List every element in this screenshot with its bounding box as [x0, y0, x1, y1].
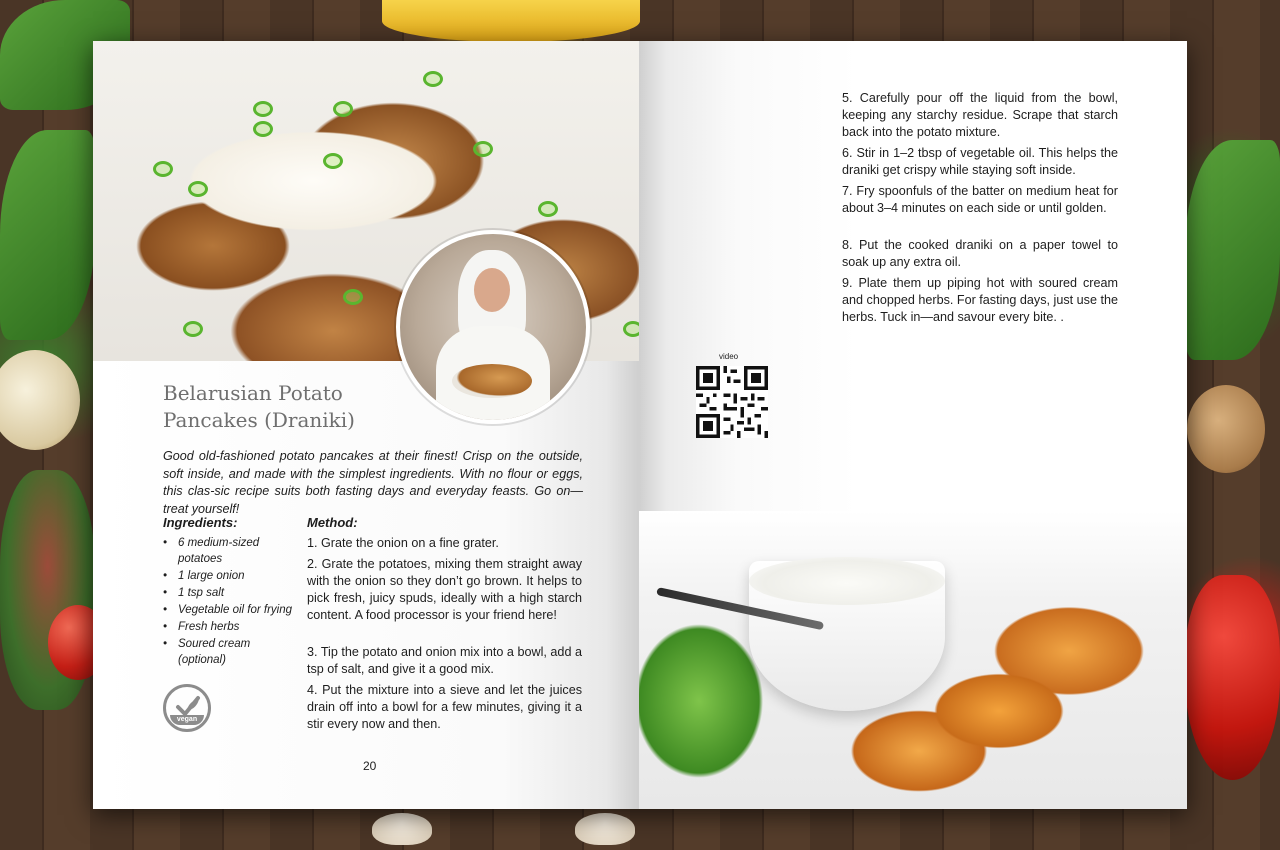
recipe-intro: Good old-fashioned potato pancakes at their finest! Crisp on the outside, soft inside, and made with the simplest ingredients. With no flour or eggs, this clas-sic recipe suits both fasting days and everyday feasts. Go on—treat yourself!	[163, 449, 583, 516]
basil-leaves-image	[0, 130, 95, 340]
mushroom-image	[372, 813, 432, 845]
method-heading: Method:	[307, 515, 358, 530]
recipe-title	[163, 380, 423, 434]
ingredient-item: • Soured cream (optional)	[163, 636, 295, 668]
recipe-title-line2: Pancakes (Draniki)	[163, 408, 355, 432]
chive-garnish	[538, 201, 558, 217]
chive-garnish	[473, 141, 493, 157]
vegan-badge-icon	[163, 684, 211, 732]
vegan-badge-label: vegan	[176, 716, 198, 723]
recipe-title-line1: Belarusian Potato	[163, 381, 343, 405]
mushroom-image	[575, 813, 635, 845]
method-step: 4. Put the mixture into a sieve and let the juices drain off into a bowl for a few minutes, giving it a stir every now and then.	[307, 683, 582, 731]
face-shape	[474, 268, 510, 312]
ingredient-item: • 6 medium-sized potatoes	[163, 535, 295, 567]
chive-garnish	[333, 101, 353, 117]
ingredient-item: • Vegetable oil for frying	[163, 602, 295, 618]
red-pepper-image	[1185, 575, 1280, 780]
chive-garnish	[188, 181, 208, 197]
ingredient-item: • Fresh herbs	[163, 619, 295, 635]
chive-garnish	[623, 321, 639, 337]
method-step: 5. Carefully pour off the liquid from the bowl, keeping any starchy residue. Scrape that starch back into the potato mixture.	[842, 91, 1118, 139]
method-step: 6. Stir in 1–2 tbsp of vegetable oil. This helps the draniki get crispy while staying soft inside.	[842, 146, 1118, 177]
plate-of-draniki	[452, 364, 532, 398]
method-step: 2. Grate the potatoes, mixing them straight away with the onion so they don’t go brown. It helps to pick fresh, juicy spuds, ideally with a high starch content. A food processor is your friend here!	[307, 557, 582, 622]
method-step: 1. Grate the onion on a fine grater.	[307, 536, 499, 550]
chef-portrait	[396, 230, 590, 424]
page-number: 20	[363, 759, 377, 773]
chive-garnish	[323, 153, 343, 169]
chive-garnish	[183, 321, 203, 337]
chive-garnish	[253, 121, 273, 137]
method-step: 9. Plate them up piping hot with soured cream and chopped herbs. For fasting days, just use the herbs. Tuck in—and savour every bite. .	[842, 276, 1118, 324]
qr-code-icon[interactable]	[696, 366, 768, 438]
yellow-pepper-image	[382, 0, 640, 42]
spinach-image	[1185, 140, 1280, 360]
ingredients-heading: Ingredients:	[163, 515, 238, 530]
method-step: 7. Fry spoonfuls of the batter on medium heat for about 3–4 minutes on each side or until golden.	[842, 184, 1118, 215]
ingredient-item: • 1 large onion	[163, 568, 295, 584]
open-cookbook	[93, 41, 1187, 809]
chive-garnish	[343, 289, 363, 305]
right-page	[639, 41, 1187, 809]
left-page	[93, 41, 639, 809]
wooden-spoon-image	[1187, 385, 1265, 473]
soured-cream	[749, 557, 945, 605]
ingredients-list	[163, 535, 295, 669]
method-step: 3. Tip the potato and onion mix into a bowl, add a tsp of salt, and give it a good mix.	[307, 645, 582, 676]
chive-garnish	[253, 101, 273, 117]
ingredient-item: • 1 tsp salt	[163, 585, 295, 601]
chive-garnish	[423, 71, 443, 87]
method-step: 8. Put the cooked draniki on a paper towel to soak up any extra oil.	[842, 238, 1118, 269]
chive-garnish	[153, 161, 173, 177]
qr-video-label: video	[719, 352, 739, 361]
